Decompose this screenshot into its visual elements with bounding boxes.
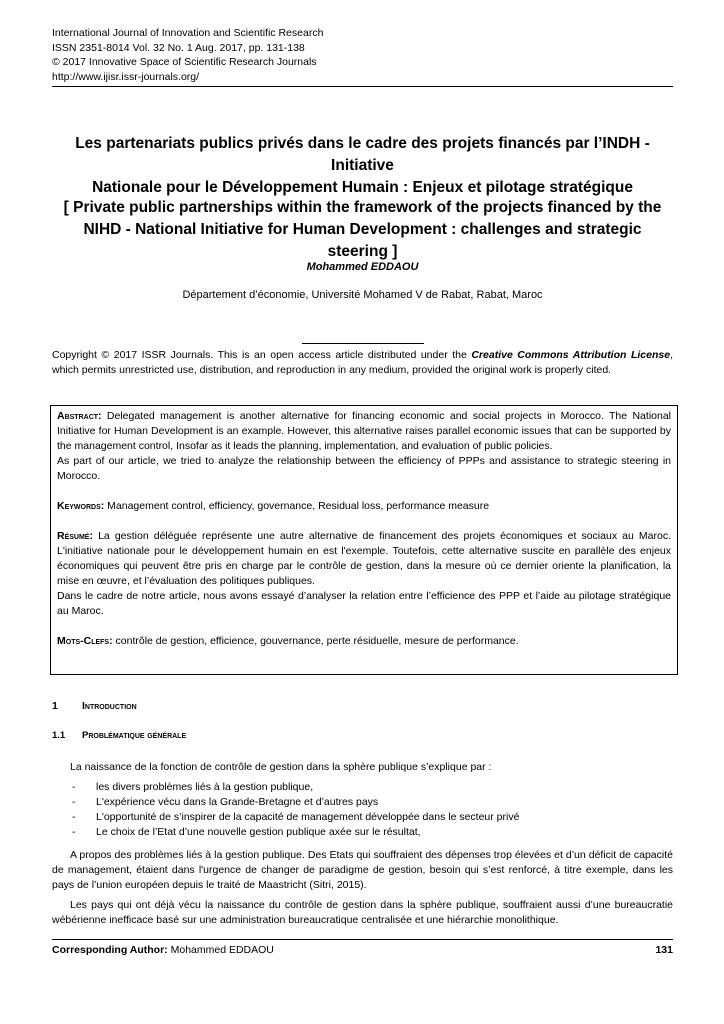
footer-divider <box>52 939 673 940</box>
resume-paragraph-2: Dans le cadre de notre article, nous avons essayé d’analyser la relation entre l’efficience des PPP et l’aide au pilotage stratégique au Maroc. <box>57 590 671 617</box>
keywords-label: Keywords: <box>57 500 105 512</box>
list-item: - L'opportunité de s’inspirer de la capacité de management développée dans le secteur privé <box>72 810 519 825</box>
copyright-notice <box>52 348 673 378</box>
section-title: Introduction <box>82 700 137 712</box>
abstract-box <box>50 405 678 675</box>
journal-name: International Journal of Innovation and Scientific Research <box>52 27 324 39</box>
title-english-line1: [ Private public partnerships within the framework of the projects financed by the <box>63 199 662 216</box>
author-name: Mohammed EDDAOU <box>306 261 419 273</box>
license-link[interactable]: Creative Commons Attribution License <box>471 349 671 361</box>
title-french <box>52 133 673 199</box>
list-item: - L'expérience vécu dans la Grande-Bretagne et d’autres pays <box>72 795 519 810</box>
abstract-paragraph <box>57 409 671 454</box>
page-footer <box>52 944 673 956</box>
author-affiliation: Département d’économie, Université Mohamed V de Rabat, Rabat, Maroc <box>182 289 543 301</box>
keywords-paragraph <box>57 499 671 514</box>
resume-label: Résumé: <box>57 530 93 542</box>
journal-url[interactable]: http://www.ijisr.issr-journals.org/ <box>52 70 200 83</box>
section-number: 1 <box>52 700 58 712</box>
copyright-text-end: , which permits unrestricted use, distribution, and reproduction in any medium, provided the original work is properly cited. <box>52 349 673 376</box>
subsection-heading <box>52 730 673 741</box>
abstract-label: Abstract: <box>57 410 102 422</box>
body-paragraph-2: A propos des problèmes liés à la gestion publique. Des Etats qui souffraient des dépenses trop élevées et d’un déficit de capacité de management, étaient dans l'urgence de changer de paradigme de gestion, besoin qui s’est renforcé, à titre exemple, dans les pays de l’union européen depuis le traité de Maastricht (Sitri, 2015). <box>52 849 673 891</box>
resume-text: La gestion déléguée représente une autre alternative de financement des projets économiques et sociaux au Maroc. L'initiative nationale pour le développement humain en est l'exemple. Toutefois, cette alternative suscite en parallèle des enjeux économiques qui peuvent être pris en charge par le contrôle de gestion, dans la mesure où ce dernier oriente la planification, la mise en œuvre, et l’évaluation des politiques publiques. <box>57 530 671 587</box>
bullet-list <box>72 780 519 840</box>
motscles-text: contrôle de gestion, efficience, gouvernance, perte résiduelle, mesure de performance. <box>112 635 519 647</box>
abstract-text: Delegated management is another alternative for financing economic and social projects in Morocco. The National Initiative for Human Development is an example. However, this alternative raises parallel economic issues that can be supported by the management control, Insofar as it leads the planning, implementation, and evaluation of public policies. <box>57 410 671 452</box>
page-number: 131 <box>655 944 673 956</box>
journal-header <box>52 26 673 84</box>
list-item: - les divers problèmes liés à la gestion publique, <box>72 780 519 795</box>
title-french-line2: Nationale pour le Développement Humain : Enjeux et pilotage stratégique <box>92 179 633 196</box>
header-divider <box>52 86 673 87</box>
intro-paragraph: La naissance de la fonction de contrôle de gestion dans la sphère publique s’explique par : <box>70 761 492 773</box>
corresponding-author-label: Corresponding Author: <box>52 944 168 956</box>
motscles-label: Mots-Clefs: <box>57 635 113 647</box>
subsection-number: 1.1 <box>52 730 66 741</box>
copyright-text: Copyright © 2017 ISSR Journals. This is an open access article distributed under the <box>52 349 472 361</box>
body-paragraph-3: Les pays qui ont déjà vécu la naissance du contrôle de gestion dans la sphère publique, souffraient aussi d’une bureaucratie wébérienne inefficace basé sur une administration bureaucratique centralisée et une hiérarchie monolithique. <box>52 899 673 926</box>
corresponding-author-name: Mohammed EDDAOU <box>167 944 274 956</box>
subsection-title: Problématique générale <box>82 730 187 741</box>
abstract-paragraph-2: As part of our article, we tried to analyze the relationship between the efficiency of PPPs and assistance to strategic steering in Morocco. <box>57 455 671 482</box>
list-item: - Le choix de l’Etat d’une nouvelle gestion publique axée sur le résultat, <box>72 825 519 840</box>
section-heading-introduction <box>52 700 673 712</box>
short-divider <box>302 343 424 344</box>
title-french-line1: Les partenariats publics privés dans le cadre des projets financés par l’INDH - Initiative <box>75 135 650 174</box>
journal-issn: ISSN 2351-8014 Vol. 32 No. 1 Aug. 2017, pp. 131-138 <box>52 41 305 54</box>
motscles-paragraph <box>57 634 671 649</box>
keywords-text: Management control, efficiency, governance, Residual loss, performance measure <box>104 500 490 512</box>
title-english <box>52 197 673 263</box>
journal-copyright: © 2017 Innovative Space of Scientific Research Journals <box>52 56 317 68</box>
resume-paragraph <box>57 529 671 589</box>
title-english-line2: NIHD - National Initiative for Human Development : challenges and strategic steering ] <box>83 221 642 260</box>
